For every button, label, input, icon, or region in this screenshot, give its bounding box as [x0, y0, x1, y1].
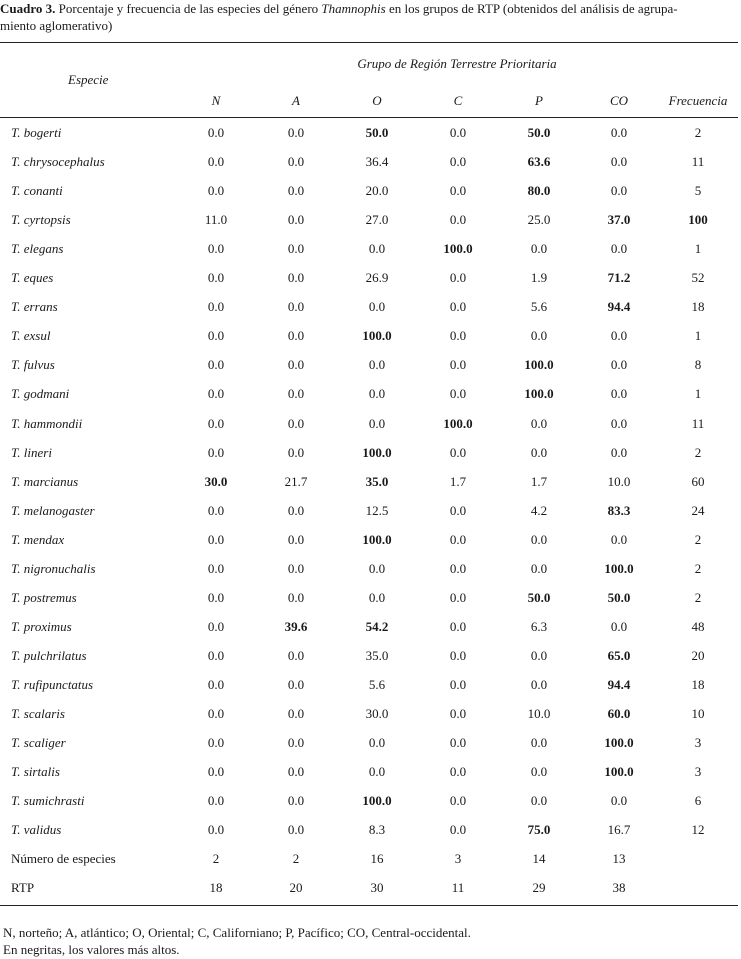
value-cell: 0.0	[610, 241, 628, 256]
value-cell: 0.0	[207, 822, 225, 837]
value-cell: 0.0	[449, 822, 467, 837]
species-name: T. errans	[11, 299, 58, 314]
value-cell: 6.3	[530, 619, 548, 634]
value-cell: 0.0	[207, 503, 225, 518]
value-cell: 0.0	[207, 735, 225, 750]
value-cell: 18	[209, 880, 223, 895]
value-cell: 50.0	[365, 125, 389, 140]
value-cell: 0.0	[610, 445, 628, 460]
frequency-cell: 2	[694, 445, 702, 460]
table-caption	[0, 0, 741, 34]
value-cell: 29	[532, 880, 546, 895]
value-cell: 13	[612, 851, 626, 866]
value-cell: 0.0	[207, 270, 225, 285]
species-name: T. scalaris	[11, 706, 65, 721]
value-cell: 38	[612, 880, 626, 895]
summary-label: Número de especies	[11, 851, 116, 866]
value-cell: 0.0	[207, 241, 225, 256]
value-cell: 0.0	[449, 125, 467, 140]
value-cell: 0.0	[449, 532, 467, 547]
species-name: T. pulchrilatus	[11, 648, 87, 663]
value-cell: 0.0	[449, 154, 467, 169]
footnote-bold-note: En negritas, los valores más altos.	[3, 942, 180, 957]
value-cell: 0.0	[530, 416, 548, 431]
value-cell: 0.0	[449, 619, 467, 634]
value-cell: 10.0	[527, 706, 551, 721]
value-cell: 0.0	[610, 154, 628, 169]
value-cell: 0.0	[207, 648, 225, 663]
value-cell: 100.0	[524, 357, 554, 372]
value-cell: 0.0	[610, 532, 628, 547]
value-cell: 0.0	[287, 212, 305, 227]
species-name: T. melanogaster	[11, 503, 95, 518]
value-cell: 0.0	[449, 299, 467, 314]
value-cell: 100.0	[362, 532, 392, 547]
value-cell: 0.0	[287, 503, 305, 518]
value-cell: 60.0	[607, 706, 631, 721]
value-cell: 0.0	[207, 793, 225, 808]
value-cell: 100.0	[443, 241, 473, 256]
species-name: T. exsul	[11, 328, 51, 343]
value-cell: 50.0	[607, 590, 631, 605]
frequency-cell: 12	[691, 822, 705, 837]
frequency-cell: 1	[694, 386, 702, 401]
frequency-cell: 48	[691, 619, 705, 634]
frequency-cell: 60	[691, 474, 705, 489]
value-cell: 65.0	[607, 648, 631, 663]
value-cell: 0.0	[530, 764, 548, 779]
value-cell: 0.0	[287, 154, 305, 169]
value-cell: 0.0	[287, 386, 305, 401]
caption-label: Cuadro 3.	[0, 1, 56, 16]
frequency-cell: 3	[694, 735, 702, 750]
value-cell: 0.0	[207, 299, 225, 314]
value-cell: 5.6	[530, 299, 548, 314]
value-cell: 0.0	[368, 590, 386, 605]
species-column-header: Especie	[68, 72, 109, 87]
value-cell: 0.0	[368, 241, 386, 256]
value-cell: 0.0	[530, 532, 548, 547]
frequency-cell: 6	[694, 793, 702, 808]
value-cell: 0.0	[287, 590, 305, 605]
value-cell: 0.0	[530, 648, 548, 663]
value-cell: 2	[292, 851, 300, 866]
frequency-cell: 2	[694, 125, 702, 140]
value-cell: 0.0	[287, 125, 305, 140]
value-cell: 0.0	[449, 764, 467, 779]
column-header: P	[535, 93, 543, 108]
species-name: T. chrysocephalus	[11, 154, 105, 169]
value-cell: 54.2	[365, 619, 389, 634]
value-cell: 0.0	[449, 735, 467, 750]
value-cell: 0.0	[287, 764, 305, 779]
species-name: T. validus	[11, 822, 62, 837]
value-cell: 0.0	[449, 793, 467, 808]
value-cell: 10.0	[607, 474, 631, 489]
value-cell: 100.0	[362, 793, 392, 808]
value-cell: 0.0	[610, 416, 628, 431]
value-cell: 80.0	[527, 183, 551, 198]
value-cell: 0.0	[207, 357, 225, 372]
value-cell: 8.3	[368, 822, 386, 837]
frequency-cell: 2	[694, 561, 702, 576]
value-cell: 0.0	[449, 270, 467, 285]
value-cell: 0.0	[530, 735, 548, 750]
column-header: O	[372, 93, 382, 108]
value-cell: 0.0	[530, 793, 548, 808]
species-name: T. elegans	[11, 241, 64, 256]
value-cell: 0.0	[610, 183, 628, 198]
value-cell: 20	[289, 880, 303, 895]
value-cell: 0.0	[287, 328, 305, 343]
frequency-cell: 100	[688, 212, 708, 227]
value-cell: 0.0	[368, 561, 386, 576]
species-name: T. marcianus	[11, 474, 79, 489]
species-name: T. rufipunctatus	[11, 677, 94, 692]
value-cell: 0.0	[207, 677, 225, 692]
value-cell: 63.6	[527, 154, 551, 169]
value-cell: 1.7	[449, 474, 467, 489]
frequency-cell: 3	[694, 764, 702, 779]
caption-genus: Thamnophis	[321, 1, 386, 16]
species-name: T. mendax	[11, 532, 65, 547]
value-cell: 0.0	[207, 416, 225, 431]
species-name: T. lineri	[11, 445, 52, 460]
caption-text-before: Porcentaje y frecuencia de las especies del género	[55, 1, 322, 16]
value-cell: 0.0	[610, 386, 628, 401]
header-bottom-rule	[0, 117, 738, 118]
value-cell: 0.0	[368, 735, 386, 750]
value-cell: 0.0	[610, 328, 628, 343]
value-cell: 0.0	[287, 357, 305, 372]
species-name: T. sumichrasti	[11, 793, 85, 808]
value-cell: 0.0	[287, 445, 305, 460]
value-cell: 0.0	[287, 677, 305, 692]
value-cell: 100.0	[362, 445, 392, 460]
value-cell: 14	[532, 851, 546, 866]
frequency-cell: 1	[694, 328, 702, 343]
value-cell: 0.0	[449, 183, 467, 198]
value-cell: 16.7	[607, 822, 631, 837]
value-cell: 100.0	[604, 735, 634, 750]
value-cell: 0.0	[207, 561, 225, 576]
frequency-cell: 11	[691, 154, 705, 169]
value-cell: 20.0	[365, 183, 389, 198]
value-cell: 0.0	[207, 445, 225, 460]
value-cell: 16	[370, 851, 384, 866]
value-cell: 30	[370, 880, 384, 895]
value-cell: 0.0	[449, 328, 467, 343]
value-cell: 100.0	[604, 764, 634, 779]
species-name: T. fulvus	[11, 357, 55, 372]
value-cell: 12.5	[365, 503, 389, 518]
value-cell: 75.0	[527, 822, 551, 837]
frequency-cell: 11	[691, 416, 705, 431]
value-cell: 94.4	[607, 299, 631, 314]
value-cell: 100.0	[604, 561, 634, 576]
value-cell: 0.0	[287, 822, 305, 837]
value-cell: 0.0	[368, 416, 386, 431]
value-cell: 0.0	[368, 764, 386, 779]
value-cell: 0.0	[530, 328, 548, 343]
value-cell: 100.0	[443, 416, 473, 431]
frequency-cell: 18	[691, 299, 705, 314]
value-cell: 0.0	[449, 503, 467, 518]
footnote-abbreviations: N, norteño; A, atlántico; O, Oriental; C, Californiano; P, Pacífico; CO, Central-occidental.	[3, 925, 471, 940]
column-header: CO	[609, 93, 629, 108]
summary-label: RTP	[11, 880, 35, 895]
value-cell: 0.0	[449, 706, 467, 721]
value-cell: 37.0	[607, 212, 631, 227]
value-cell: 25.0	[527, 212, 551, 227]
value-cell: 0.0	[287, 793, 305, 808]
value-cell: 30.0	[204, 474, 228, 489]
frequency-cell: 18	[691, 677, 705, 692]
caption-text-after: en los grupos de RTP (obtenidos del análisis de agrupa-	[385, 1, 678, 16]
frequency-cell: 52	[691, 270, 705, 285]
value-cell: 35.0	[365, 648, 389, 663]
value-cell: 0.0	[449, 386, 467, 401]
caption-line-2: miento aglomerativo)	[0, 18, 113, 33]
frequency-cell: 2	[694, 590, 702, 605]
value-cell: 0.0	[287, 532, 305, 547]
value-cell: 0.0	[287, 648, 305, 663]
value-cell: 0.0	[530, 241, 548, 256]
frequency-cell: 24	[691, 503, 705, 518]
value-cell: 83.3	[607, 503, 631, 518]
value-cell: 0.0	[368, 357, 386, 372]
value-cell: 100.0	[524, 386, 554, 401]
value-cell: 0.0	[449, 648, 467, 663]
column-header: C	[453, 93, 463, 108]
frequency-cell: 2	[694, 532, 702, 547]
frequency-cell: 10	[691, 706, 705, 721]
value-cell: 0.0	[207, 532, 225, 547]
value-cell: 35.0	[365, 474, 389, 489]
value-cell: 0.0	[610, 619, 628, 634]
group-header: Grupo de Región Terrestre Prioritaria	[357, 56, 557, 71]
frequency-cell: 20	[691, 648, 705, 663]
value-cell: 11.0	[204, 212, 228, 227]
value-cell: 94.4	[607, 677, 631, 692]
table-top-rule	[0, 42, 738, 43]
value-cell: 0.0	[610, 357, 628, 372]
value-cell: 0.0	[207, 328, 225, 343]
species-name: T. nigronuchalis	[11, 561, 96, 576]
value-cell: 0.0	[530, 677, 548, 692]
value-cell: 0.0	[207, 619, 225, 634]
species-name: T. cyrtopsis	[11, 212, 71, 227]
value-cell: 5.6	[368, 677, 386, 692]
species-name: T. eques	[11, 270, 54, 285]
value-cell: 1.7	[530, 474, 548, 489]
value-cell: 0.0	[207, 764, 225, 779]
value-cell: 0.0	[287, 270, 305, 285]
column-header: Frecuencia	[668, 93, 728, 108]
value-cell: 0.0	[287, 183, 305, 198]
value-cell: 4.2	[530, 503, 548, 518]
value-cell: 0.0	[610, 125, 628, 140]
value-cell: 0.0	[530, 445, 548, 460]
species-name: T. postremus	[11, 590, 77, 605]
species-name: T. scaliger	[11, 735, 66, 750]
value-cell: 0.0	[449, 445, 467, 460]
column-header: A	[292, 93, 300, 108]
value-cell: 0.0	[449, 561, 467, 576]
value-cell: 0.0	[368, 299, 386, 314]
value-cell: 11	[451, 880, 465, 895]
value-cell: 0.0	[449, 212, 467, 227]
value-cell: 0.0	[207, 706, 225, 721]
frequency-cell: 1	[694, 241, 702, 256]
value-cell: 21.7	[284, 474, 308, 489]
frequency-cell: 8	[694, 357, 702, 372]
value-cell: 0.0	[207, 154, 225, 169]
value-cell: 0.0	[610, 793, 628, 808]
value-cell: 0.0	[287, 735, 305, 750]
species-name: T. proximus	[11, 619, 72, 634]
value-cell: 2	[212, 851, 220, 866]
species-name: T. godmani	[11, 386, 70, 401]
value-cell: 0.0	[368, 386, 386, 401]
value-cell: 30.0	[365, 706, 389, 721]
value-cell: 0.0	[287, 299, 305, 314]
value-cell: 0.0	[287, 241, 305, 256]
column-header: N	[211, 93, 221, 108]
value-cell: 0.0	[287, 416, 305, 431]
value-cell: 36.4	[365, 154, 389, 169]
value-cell: 3	[454, 851, 462, 866]
species-name: T. hammondii	[11, 416, 83, 431]
value-cell: 27.0	[365, 212, 389, 227]
value-cell: 0.0	[449, 590, 467, 605]
species-name: T. bogerti	[11, 125, 62, 140]
value-cell: 0.0	[530, 561, 548, 576]
value-cell: 0.0	[207, 590, 225, 605]
value-cell: 0.0	[207, 183, 225, 198]
value-cell: 50.0	[527, 125, 551, 140]
value-cell: 0.0	[449, 357, 467, 372]
value-cell: 0.0	[207, 125, 225, 140]
value-cell: 0.0	[449, 677, 467, 692]
value-cell: 39.6	[284, 619, 308, 634]
table-bottom-rule	[0, 905, 738, 906]
value-cell: 0.0	[287, 706, 305, 721]
value-cell: 1.9	[530, 270, 548, 285]
value-cell: 0.0	[207, 386, 225, 401]
value-cell: 26.9	[365, 270, 389, 285]
value-cell: 71.2	[607, 270, 631, 285]
frequency-cell: 5	[694, 183, 702, 198]
species-name: T. sirtalis	[11, 764, 60, 779]
value-cell: 50.0	[527, 590, 551, 605]
value-cell: 100.0	[362, 328, 392, 343]
value-cell: 0.0	[287, 561, 305, 576]
species-name: T. conanti	[11, 183, 63, 198]
